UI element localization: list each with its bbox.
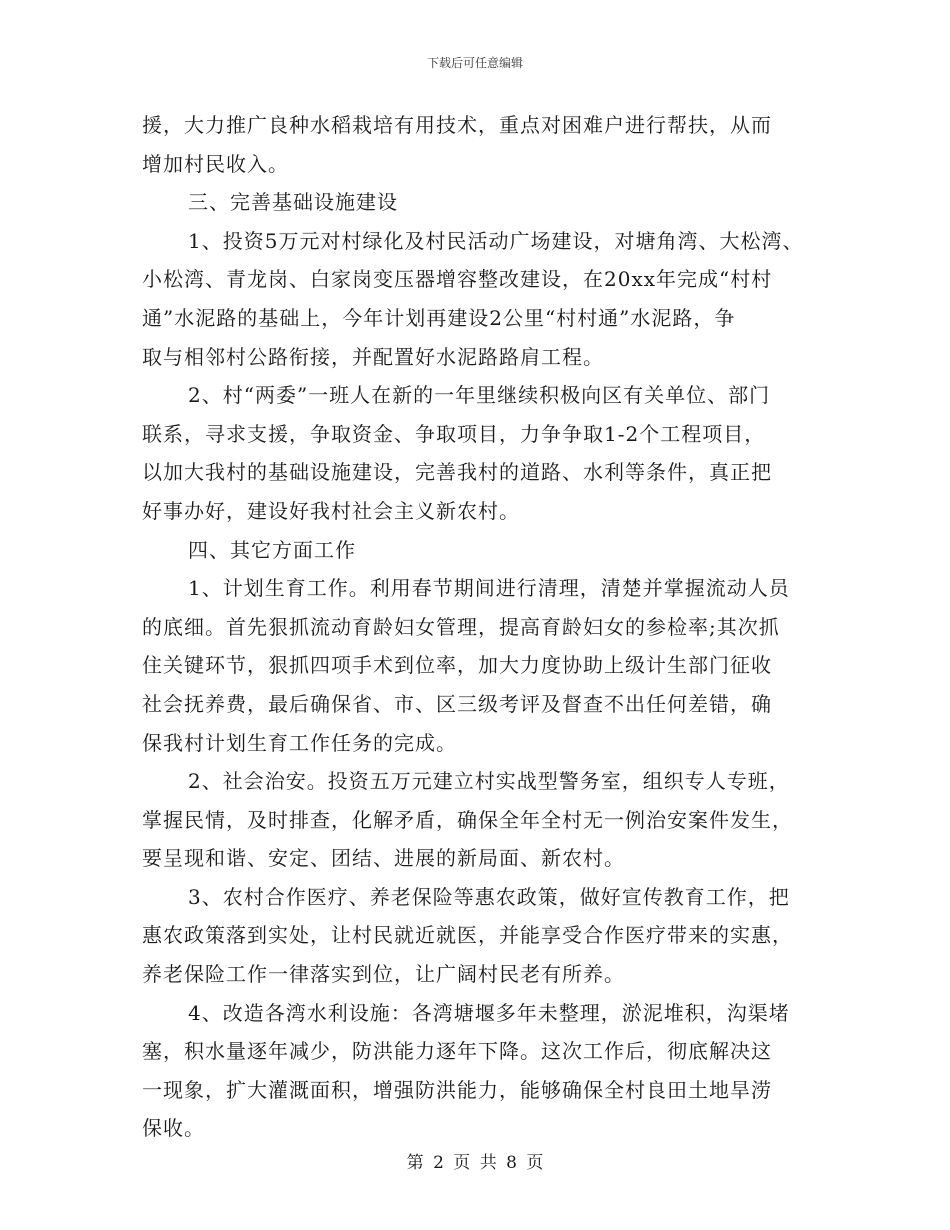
- text-line: 要呈现和谐、安定、团结、进展的新局面、新农村。: [142, 846, 625, 871]
- text-line: 2、村“两委”一班人在新的一年里继续积极向区有关单位、部门: [188, 383, 771, 408]
- text-line: 小松湾、青龙岗、白家岗变压器增容整改建设，在20xx年完成“村村: [142, 267, 773, 292]
- text-line: 社会抚养费，最后确保省、市、区三级考评及督查不出任何差错，确: [142, 691, 772, 716]
- page-header: 下载后可任意编辑: [426, 56, 523, 70]
- text-line: 联系，寻求支援，争取资金、争取项目，力争争取1-2个工程项目，: [142, 421, 766, 446]
- text-line: 增加村民收入。: [142, 151, 289, 176]
- document-body: [142, 106, 822, 1148]
- text-line: 掌握民情，及时排查，化解矛盾，确保全年全村无一例治安案件发生，: [142, 807, 793, 832]
- text-line: 养老保险工作一律落实到位，让广阔村民老有所养。: [142, 962, 625, 987]
- text-line: 一现象，扩大灌溉面积，增强防洪能力，能够确保全村良田土地旱涝: [142, 1077, 772, 1102]
- text-line: 四、其它方面工作: [188, 537, 356, 562]
- text-line: 通”水泥路的基础上，今年计划再建设2公里“村村通”水泥路，争: [142, 305, 736, 330]
- text-line: 2、社会治安。投资五万元建立村实战型警务室，组织专人专班，: [188, 769, 790, 794]
- text-line: 三、完善基础设施建设: [188, 190, 398, 215]
- text-line: 援，大力推广良种水稻栽培有用技术，重点对困难户进行帮扶，从而: [142, 113, 772, 137]
- text-line: 保收。: [142, 1116, 205, 1141]
- text-line: 惠农政策落到实处，让村民就近就医，并能享受合作医疗带来的实惠，: [142, 923, 793, 948]
- text-line: 保我村计划生育工作任务的完成。: [142, 730, 457, 755]
- text-line: 3、农村合作医疗、养老保险等惠农政策，做好宣传教育工作，把: [188, 884, 790, 909]
- text-line: 取与相邻村公路衔接，并配置好水泥路路肩工程。: [142, 344, 604, 369]
- text-line: 4、改造各湾水利设施：各湾塘堰多年未整理，淤泥堆积，沟渠堵: [188, 1000, 790, 1025]
- text-line: 的底细。首先狠抓流动育龄妇女管理，提高育龄妇女的参检率;其次抓: [142, 614, 780, 639]
- text-line: 以加大我村的基础设施建设，完善我村的道路、水利等条件，真正把: [142, 460, 772, 485]
- text-line: 1、计划生育工作。利用春节期间进行清理，清楚并掌握流动人员: [188, 576, 790, 601]
- text-line: 塞，积水量逐年减少，防洪能力逐年下降。这次工作后，彻底解决这: [142, 1039, 772, 1064]
- page-number-footer: 第 2 页 共 8 页: [406, 1153, 544, 1173]
- text-line: 好事办好，建设好我村社会主义新农村。: [142, 498, 520, 523]
- text-line: 住关键环节，狠抓四项手术到位率，加大力度协助上级计生部门征收: [142, 653, 772, 678]
- text-line: 1、投资5万元对村绿化及村民活动广场建设，对塘角湾、大松湾、: [188, 228, 804, 253]
